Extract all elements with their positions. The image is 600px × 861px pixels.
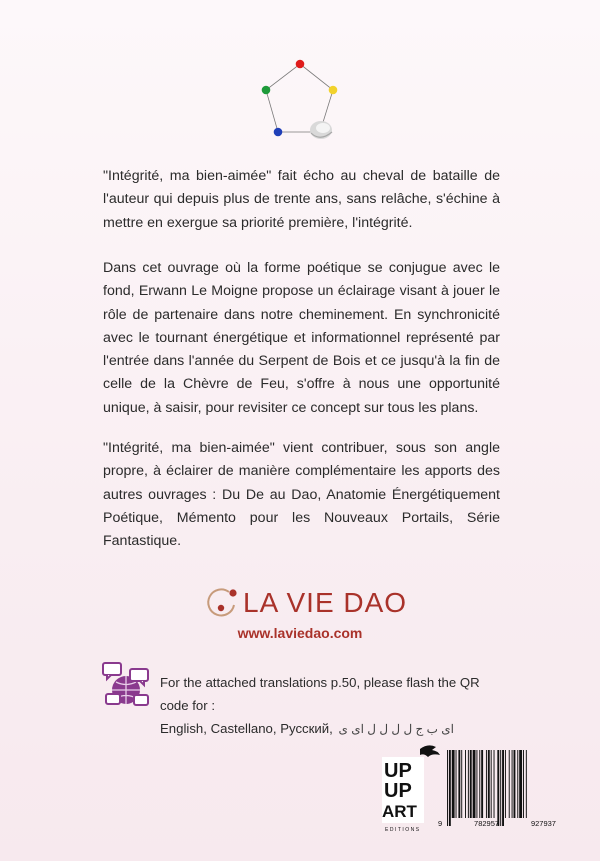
barcode-bar xyxy=(500,750,501,826)
isbn-number xyxy=(438,819,556,828)
isbn-group-2: 927937 xyxy=(530,819,556,828)
translation-globe-icon xyxy=(100,660,152,712)
translation-languages: English, Castellano, Русский, xyxy=(160,721,333,736)
la-vie-dao-logo xyxy=(203,583,408,623)
five-elements-pentagon xyxy=(250,54,350,154)
barcode-bar xyxy=(497,750,499,826)
upupart-publisher-logo xyxy=(382,741,442,835)
earth-dot xyxy=(329,86,338,95)
barcode-bar xyxy=(491,750,492,818)
barcode-bar xyxy=(470,750,472,818)
isbn-first-digit: 9 xyxy=(438,819,443,828)
metal-stone xyxy=(310,121,332,139)
blurb-paragraph-1: "Intégrité, ma bien-aimée" fait écho au cheval de bataille de l'auteur qui depuis plus de trente ans, sans relâche, s'échine à mettre en exergue sa priorité première, l'intégrité. xyxy=(103,168,500,231)
wood-dot xyxy=(262,86,271,95)
barcode-bar xyxy=(465,750,466,818)
translation-instruction: For the attached translations p.50, please flash the QR code for : xyxy=(160,675,480,713)
arabic-language: ای ب ج ل ل ل ل ای ی xyxy=(338,722,454,736)
publisher-line-1: UP xyxy=(384,760,412,782)
publisher-line-2: UP xyxy=(384,780,412,802)
barcode-bar xyxy=(458,750,460,818)
barcode-bar xyxy=(447,750,448,826)
barcode-bar xyxy=(479,750,480,818)
barcode-bar xyxy=(519,750,522,818)
barcode-bar xyxy=(488,750,490,818)
barcode-bar xyxy=(473,750,476,818)
blurb-paragraph-2: Dans cet ouvrage où la forme poétique se conjugue avec le fond, Erwann Le Moigne propose un éclairage visant à jouer le rôle de partenaire dans notre cheminement. En synchronicité avec le tournant énergétique et informationnel représenté par l'entrée dans l'année du Serpent de Bois et ce jusqu'à la fin de celle de la Chèvre de Feu, s'offre à nous une opportunité unique, à saisir, pour revisiter ce concept sur tous les plans. xyxy=(103,260,500,416)
barcode-bar xyxy=(523,750,524,818)
barcode-bar xyxy=(526,750,527,818)
barcode-bar xyxy=(468,750,469,818)
barcode-bar xyxy=(514,750,516,818)
fire-dot xyxy=(296,60,305,69)
logo-wordmark: LA VIE DAO xyxy=(243,587,408,618)
water-dot xyxy=(274,128,283,137)
publisher-line-3: ART xyxy=(382,802,417,821)
publisher-editions: EDITIONS xyxy=(385,827,421,833)
barcode-bar xyxy=(512,750,513,818)
barcode-bar xyxy=(481,750,483,818)
isbn-group-1: 782957 xyxy=(474,819,500,828)
barcode-bar xyxy=(449,750,451,826)
barcode-bar xyxy=(486,750,487,818)
barcode-bar xyxy=(461,750,462,818)
barcode-bar xyxy=(476,750,477,818)
barcode-bar xyxy=(509,750,510,818)
translation-languages-line xyxy=(160,717,505,741)
barcode-bar xyxy=(452,750,455,818)
barcode-bar xyxy=(502,750,504,826)
barcode-bar xyxy=(456,750,457,818)
translation-note xyxy=(160,671,505,741)
barcode-bar xyxy=(494,750,495,818)
barcode-bar xyxy=(505,750,506,818)
logo-orbit-icon xyxy=(203,583,241,623)
blurb-paragraph-3: "Intégrité, ma bien-aimée" vient contribuer, sous son angle propre, à éclairer de manière complémentaire les apports des autres ouvrages : Du De au Dao, Anatomie Énergétiquement Poétique, Mémento pour les Nouveaux Portails, Série Fantastique. xyxy=(103,440,500,550)
barcode-bar xyxy=(517,750,518,818)
website-link[interactable]: www.laviedao.com xyxy=(237,625,363,641)
